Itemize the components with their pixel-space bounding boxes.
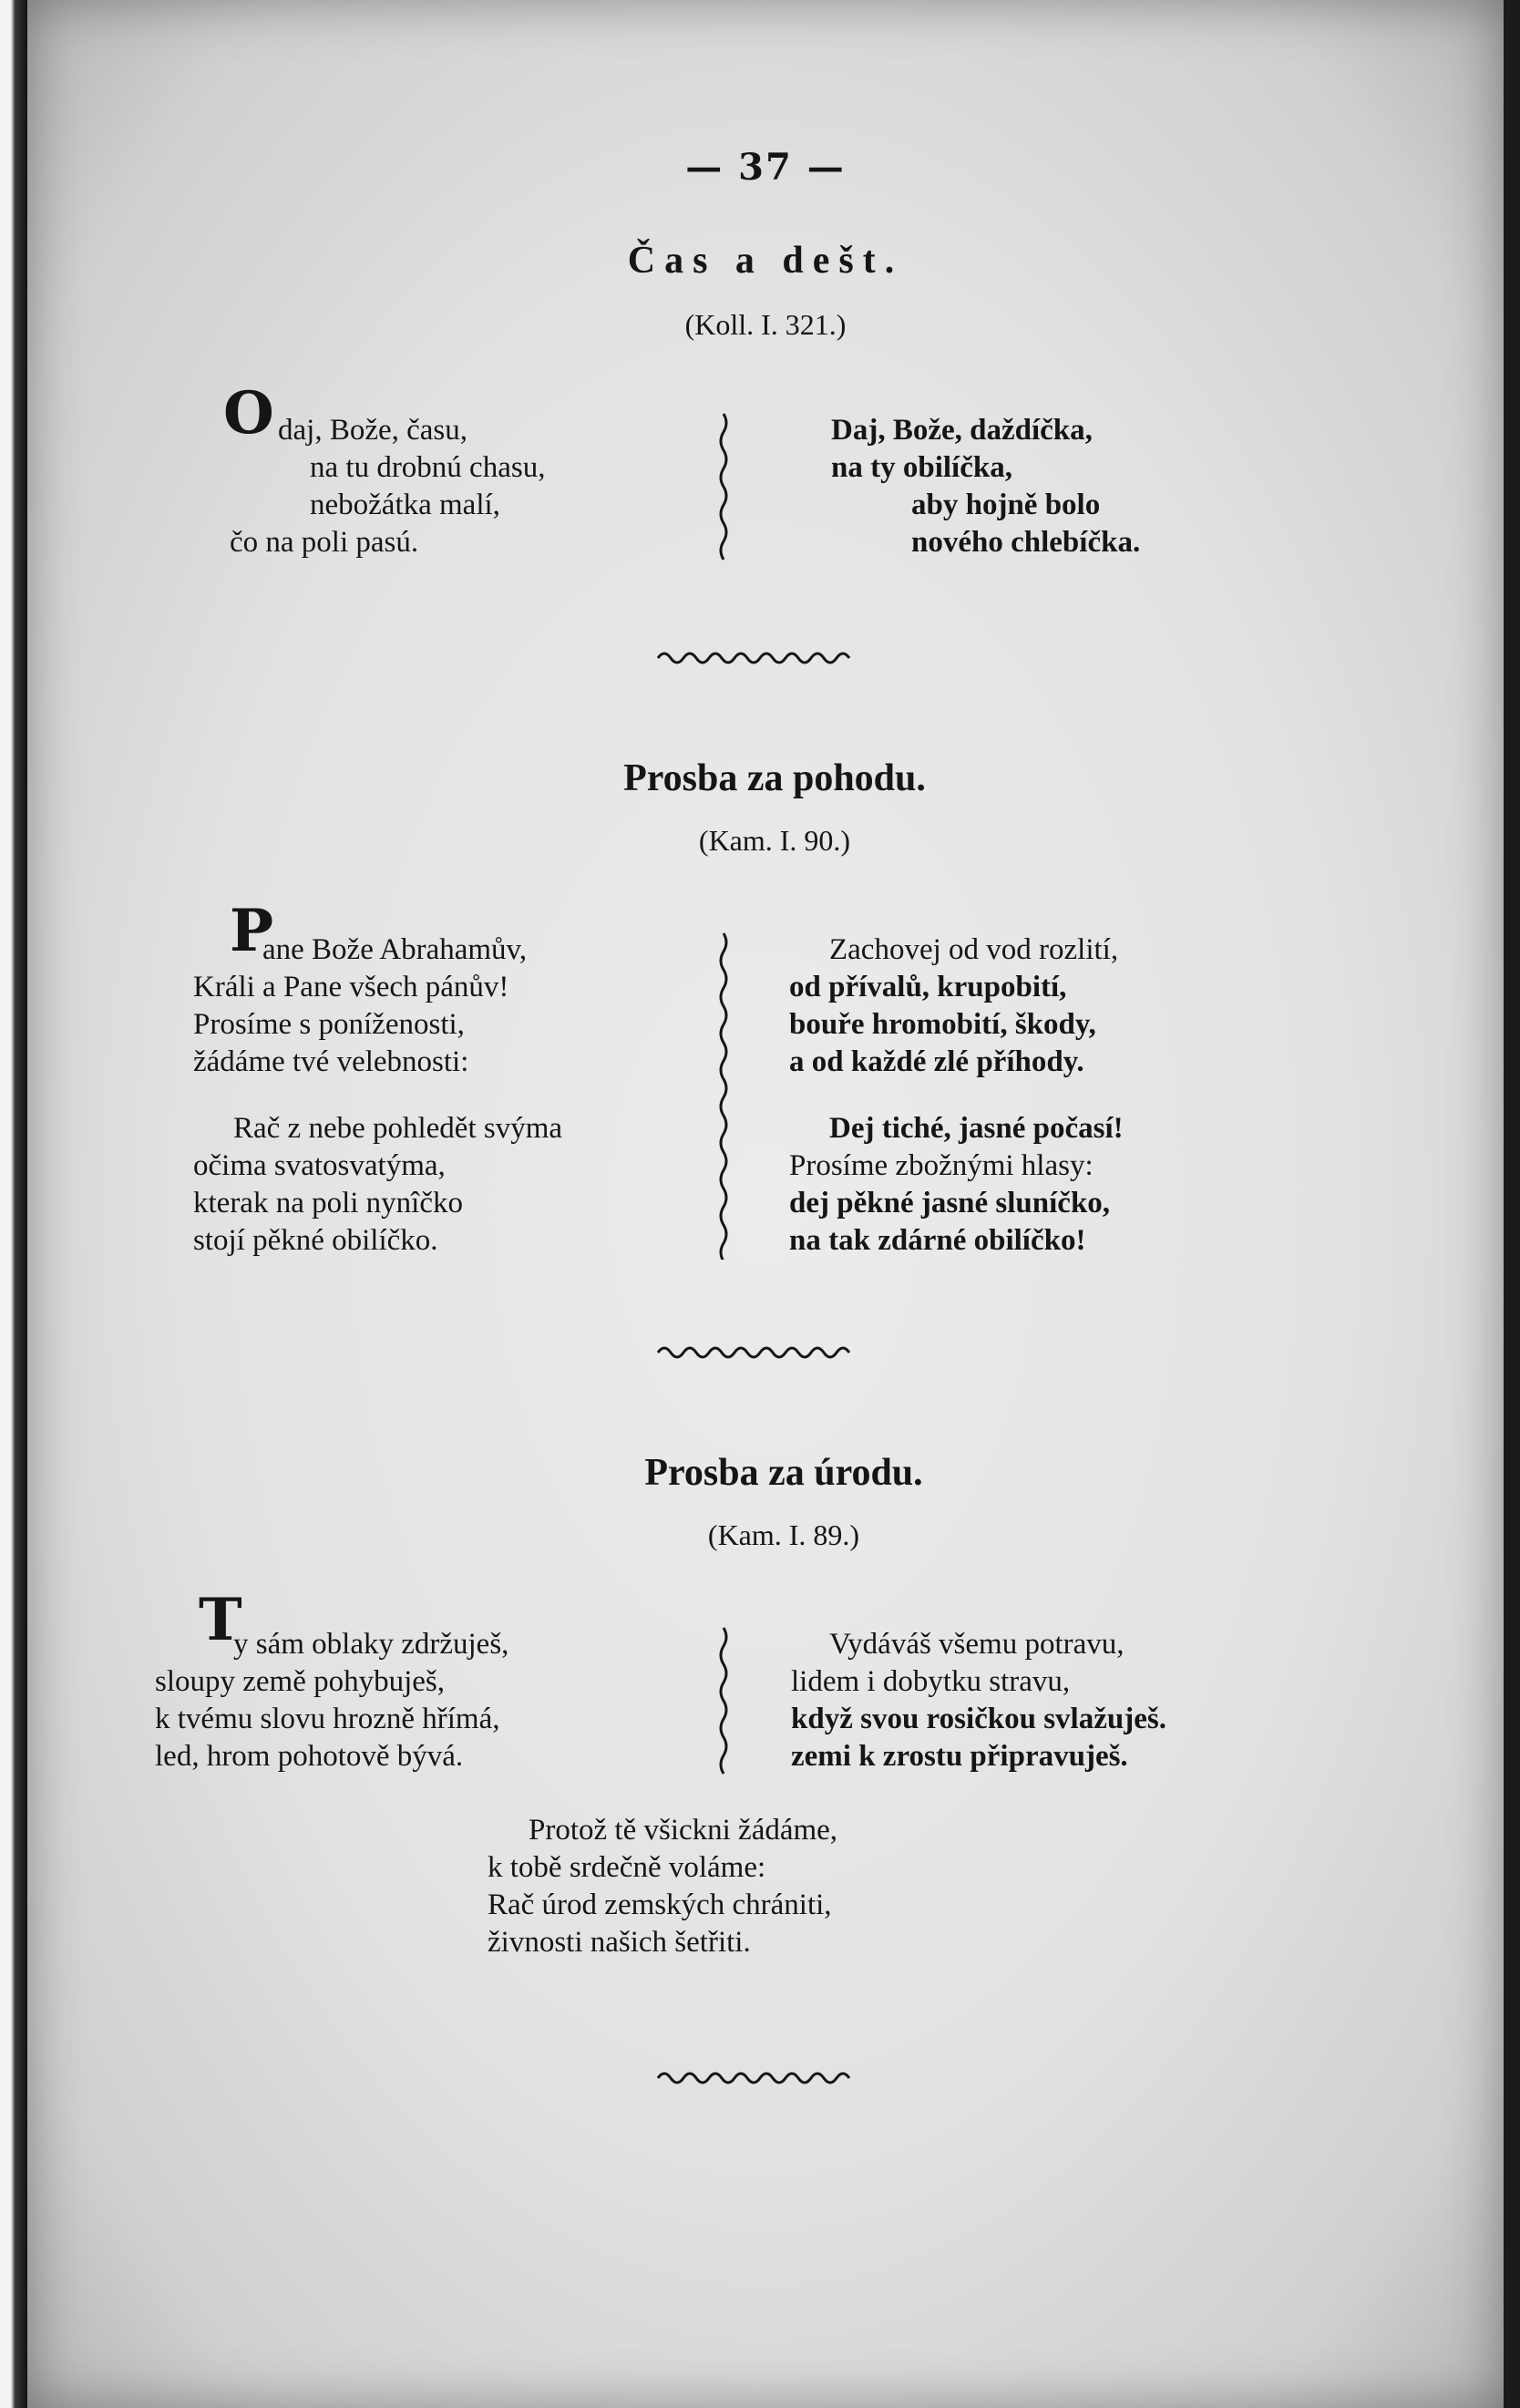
section-1-left-line: nebožátka malí, bbox=[310, 489, 500, 521]
section-2-right-line: bouře hromobití, škody, bbox=[789, 1008, 1096, 1041]
section-3-closing-line: k tobě srdečně voláme: bbox=[488, 1851, 766, 1884]
page-number: — 37 — bbox=[685, 146, 846, 189]
section-1-right-line: aby hojně bolo bbox=[911, 489, 1101, 521]
section-2-left-line: Králi a Pane všech pánův! bbox=[193, 971, 509, 1003]
section-1-left-line: na tu drobnú chasu, bbox=[310, 451, 546, 484]
section-2-right-line: Prosíme zbožnými hlasy: bbox=[789, 1149, 1094, 1182]
section-1-source: (Koll. I. 321.) bbox=[684, 308, 847, 341]
section-3-right-line: Vydáváš všemu potravu, bbox=[829, 1628, 1125, 1661]
book-gutter bbox=[0, 0, 27, 2408]
section-3-right-line: když svou rosičkou svlažuješ. bbox=[791, 1703, 1166, 1735]
book-page bbox=[27, 0, 1504, 2408]
section-2-left-line: Rač z nebe pohledět svýma bbox=[233, 1112, 563, 1145]
section-1-right-line: Daj, Bože, daždíčka, bbox=[831, 414, 1093, 447]
section-2-left-line: očima svatosvatýma, bbox=[193, 1149, 446, 1182]
section-2-left-line: stojí pěkné obilíčko. bbox=[193, 1224, 438, 1257]
section-3-left-line: y sám oblaky zdržuješ, bbox=[233, 1628, 509, 1661]
section-2-right-line: dej pěkné jasné sluníčko, bbox=[789, 1187, 1111, 1219]
section-1-right-line: nového chlebíčka. bbox=[911, 526, 1141, 559]
section-1-dropcap: O bbox=[223, 379, 274, 448]
section-1-right-line: na ty obilíčka, bbox=[831, 451, 1012, 484]
section-3-dropcap: T bbox=[199, 1586, 242, 1654]
wavy-ornament bbox=[656, 2065, 857, 2089]
section-1-title: Čas a dešt. bbox=[627, 240, 904, 282]
brace-separator bbox=[714, 1626, 733, 1781]
wavy-ornament bbox=[656, 645, 857, 669]
section-2-dropcap: P bbox=[230, 897, 274, 965]
section-3-right-line: zemi k zrostu připravuješ. bbox=[791, 1740, 1128, 1773]
section-2-title: Prosba za pohodu. bbox=[623, 757, 926, 799]
section-1-left-line: daj, Bože, času, bbox=[278, 414, 468, 447]
section-2-left-line: žádáme tvé velebnosti: bbox=[193, 1045, 469, 1078]
section-2-left-line: Prosíme s poníženosti, bbox=[193, 1008, 465, 1041]
brace-separator bbox=[714, 931, 733, 1260]
section-2-right-line: od přívalů, krupobití, bbox=[789, 971, 1067, 1003]
section-3-source: (Kam. I. 89.) bbox=[707, 1518, 860, 1551]
section-3-left-line: led, hrom pohotově bývá. bbox=[155, 1740, 464, 1773]
wavy-ornament bbox=[656, 1340, 857, 1364]
section-3-title: Prosba za úrodu. bbox=[644, 1452, 923, 1494]
section-3-right-line: lidem i dobytku stravu, bbox=[791, 1665, 1071, 1698]
brace-separator bbox=[714, 412, 733, 567]
section-2-right-line: Zachovej od vod rozlití, bbox=[829, 933, 1119, 966]
section-3-closing-line: Protož tě všickni žádáme, bbox=[529, 1814, 838, 1847]
section-3-left-line: sloupy země pohybuješ, bbox=[155, 1665, 446, 1698]
section-2-right-line: a od každé zlé příhody. bbox=[789, 1045, 1084, 1078]
section-2-right-line: Dej tiché, jasné počasí! bbox=[829, 1112, 1124, 1145]
section-2-left-line: ane Bože Abrahamův, bbox=[262, 933, 528, 966]
section-2-left-line: kterak na poli nynîčko bbox=[193, 1187, 464, 1219]
section-1-left-line: čo na poli pasú. bbox=[230, 526, 419, 559]
section-2-right-line: na tak zdárné obilíčko! bbox=[789, 1224, 1086, 1257]
section-3-closing-line: Rač úrod zemských chrániti, bbox=[488, 1888, 832, 1921]
section-3-left-line: k tvému slovu hrozně hřímá, bbox=[155, 1703, 500, 1735]
section-2-source: (Kam. I. 90.) bbox=[698, 824, 851, 857]
section-3-closing-line: živnosti našich šetřiti. bbox=[488, 1926, 751, 1959]
